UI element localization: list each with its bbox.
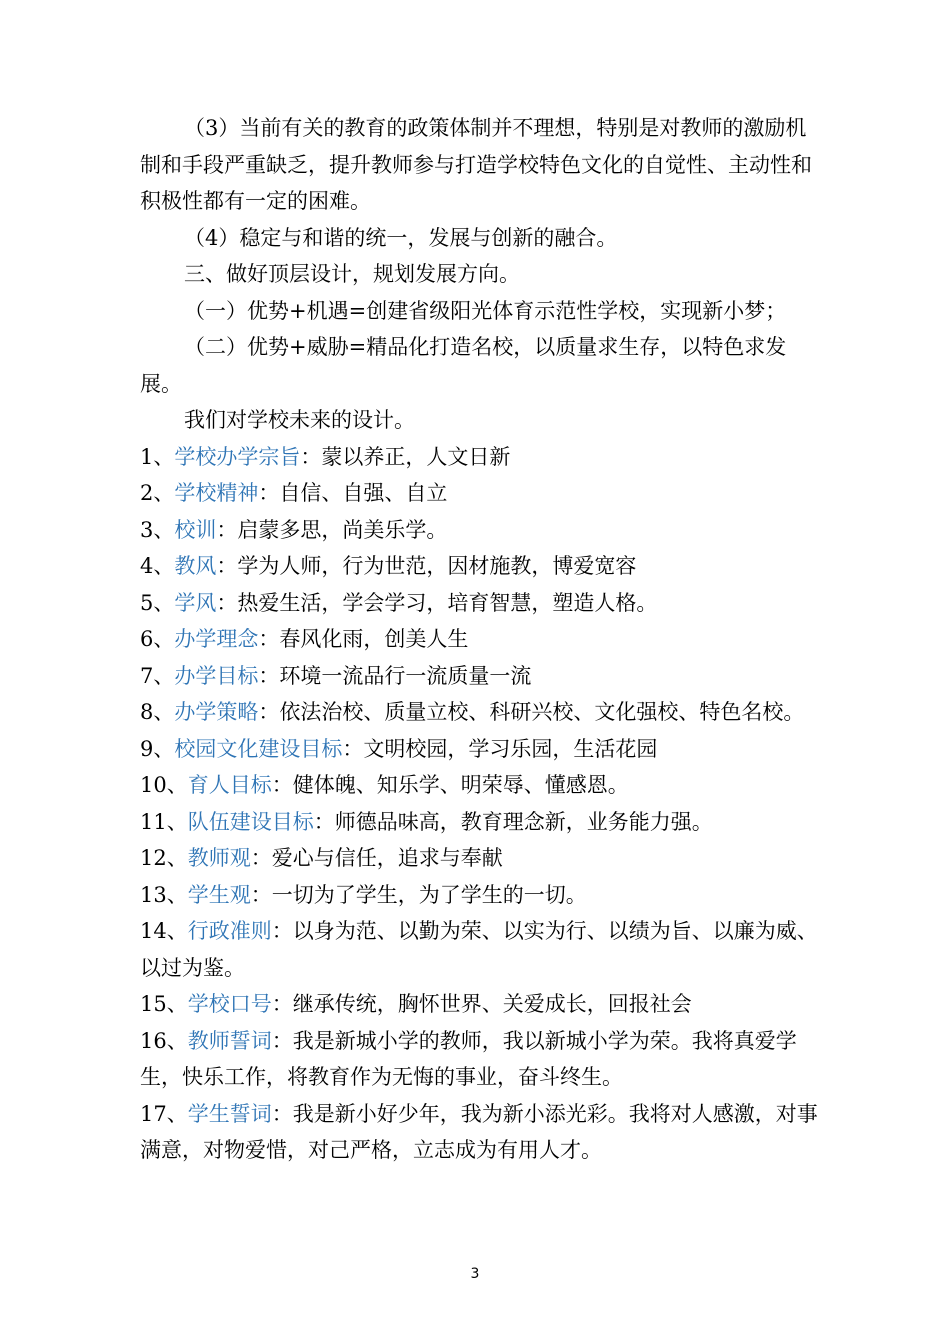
item-number: 10、 bbox=[140, 773, 188, 797]
paragraph-future-design-intro: 我们对学校未来的设计。 bbox=[184, 408, 415, 432]
item-number: 6、 bbox=[140, 627, 175, 651]
item-key: 学校办学宗旨 bbox=[174, 444, 301, 469]
list-item bbox=[140, 585, 820, 622]
item-text: ：一切为了学生，为了学生的一切。 bbox=[250, 882, 587, 907]
list-item bbox=[140, 512, 820, 549]
item-key: 办学目标 bbox=[174, 663, 259, 688]
list-item bbox=[140, 1023, 820, 1096]
list-item bbox=[140, 767, 820, 804]
item-text: ：春风化雨，创美人生 bbox=[258, 627, 469, 651]
item-key: 校园文化建设目标 bbox=[174, 736, 343, 761]
item-key: 学风 bbox=[174, 590, 217, 615]
list-item bbox=[140, 731, 820, 768]
list-item bbox=[140, 658, 820, 695]
item-key: 办学策略 bbox=[174, 700, 259, 724]
list-item bbox=[140, 439, 820, 476]
item-key: 学生誓词 bbox=[187, 1101, 272, 1126]
item-key: 队伍建设目标 bbox=[187, 809, 314, 834]
item-text: ：继承传统，胸怀世界、关爱成长，回报社会 bbox=[271, 992, 692, 1016]
item-key: 育人目标 bbox=[187, 773, 272, 797]
item-number: 16、 bbox=[140, 1028, 188, 1053]
item-key: 校训 bbox=[174, 517, 217, 542]
item-text: ：启蒙多思，尚美乐学。 bbox=[216, 517, 448, 542]
list-item bbox=[140, 621, 820, 658]
item-text: ：师德品味高，教育理念新，业务能力强。 bbox=[313, 809, 713, 834]
item-number: 17、 bbox=[140, 1101, 188, 1126]
item-number: 3、 bbox=[140, 517, 175, 542]
item-key: 学校精神 bbox=[174, 481, 259, 505]
list-item bbox=[140, 804, 820, 841]
document-page bbox=[140, 110, 820, 1169]
item-text: ：蒙以养正，人文日新 bbox=[300, 444, 511, 469]
item-key: 教风 bbox=[174, 554, 217, 578]
item-text: ：热爱生活，学会学习，培育智慧，塑造人格。 bbox=[216, 590, 658, 615]
item-text: ：爱心与信任，追求与奉献 bbox=[250, 846, 503, 870]
item-number: 11、 bbox=[140, 809, 188, 834]
item-number: 9、 bbox=[140, 736, 175, 761]
list-item bbox=[140, 475, 820, 512]
item-text: ：环境一流品行一流质量一流 bbox=[258, 663, 532, 688]
item-text: ：依法治校、质量立校、科研兴校、文化强校、特色名校。 bbox=[258, 700, 805, 724]
item-text: ：我是新小好少年，我为新小添光彩。我将对人感激，对事满意，对物爱惜，对己严格，立志成为有用人才。 bbox=[140, 1101, 818, 1162]
list-item bbox=[140, 694, 820, 731]
item-text: ：文明校园，学习乐园，生活花园 bbox=[342, 736, 658, 761]
section-heading-top-design: 三、做好顶层设计，规划发展方向。 bbox=[184, 262, 520, 286]
item-number: 5、 bbox=[140, 590, 175, 615]
paragraph-strength-opportunity: （一）优势+机遇=创建省级阳光体育示范性学校，实现新小梦； bbox=[184, 298, 787, 323]
item-text: ：健体魄、知乐学、明荣辱、懂感恩。 bbox=[271, 773, 629, 797]
design-item-list bbox=[140, 439, 820, 1169]
paragraph-policy-difficulty: （3）当前有关的教育的政策体制并不理想，特别是对教师的激励机制和手段严重缺乏，提升教师参与打造学校特色文化的自觉性、主动性和积极性都有一定的困难。 bbox=[140, 116, 812, 213]
item-key: 教师誓词 bbox=[187, 1028, 272, 1053]
item-key: 行政准则 bbox=[187, 919, 272, 943]
item-number: 7、 bbox=[140, 663, 175, 688]
item-number: 12、 bbox=[140, 846, 188, 870]
item-number: 15、 bbox=[140, 992, 188, 1016]
item-text: ：以身为范、以勤为荣、以实为行、以绩为旨、以廉为威、以过为鉴。 bbox=[140, 919, 818, 980]
item-number: 4、 bbox=[140, 554, 175, 578]
item-number: 2、 bbox=[140, 481, 175, 505]
paragraph-stability-harmony: （4）稳定与和谐的统一，发展与创新的融合。 bbox=[184, 225, 618, 250]
page-number: 3 bbox=[470, 1266, 480, 1282]
item-key: 办学理念 bbox=[174, 627, 259, 651]
item-key: 学生观 bbox=[187, 882, 251, 907]
item-number: 13、 bbox=[140, 882, 188, 907]
item-number: 14、 bbox=[140, 919, 188, 943]
item-text: ：学为人师，行为世范，因材施教，博爱宽容 bbox=[216, 554, 637, 578]
list-item bbox=[140, 877, 820, 914]
item-text: ：我是新城小学的教师，我以新城小学为荣。我将真爱学生，快乐工作，将教育作为无悔的事业，奋斗终生。 bbox=[140, 1028, 797, 1089]
item-number: 8、 bbox=[140, 700, 175, 724]
list-item bbox=[140, 986, 820, 1023]
list-item bbox=[140, 548, 820, 585]
list-item bbox=[140, 840, 820, 877]
list-item bbox=[140, 1096, 820, 1169]
paragraph-strength-threat: （二）优势+威胁=精品化打造名校，以质量求生存，以特色求发展。 bbox=[140, 335, 787, 396]
item-number: 1、 bbox=[140, 444, 175, 469]
item-text: ：自信、自强、自立 bbox=[258, 481, 448, 505]
list-item bbox=[140, 913, 820, 986]
item-key: 学校口号 bbox=[187, 992, 272, 1016]
item-key: 教师观 bbox=[187, 846, 251, 870]
